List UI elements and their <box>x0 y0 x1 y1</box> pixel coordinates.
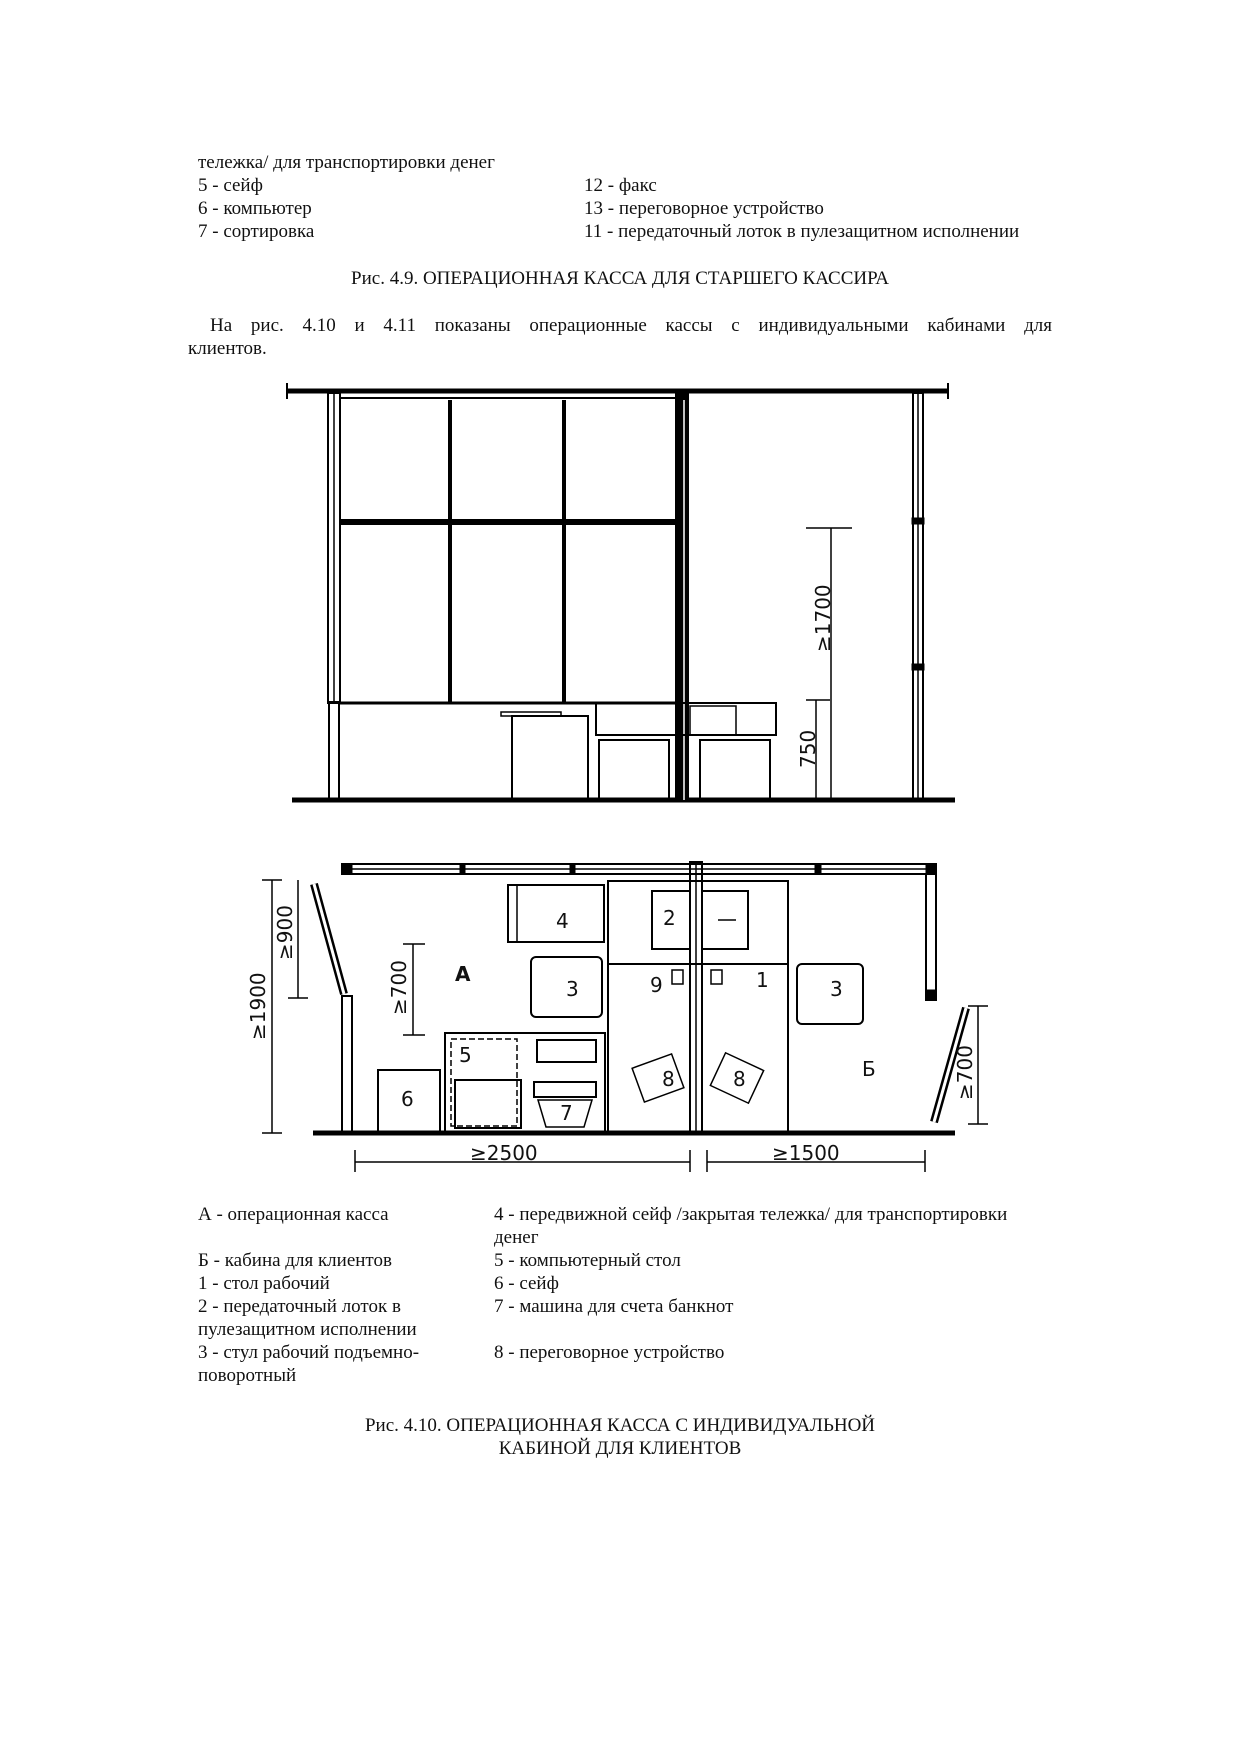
legend-item: пулезащитном исполнении <box>198 1319 417 1340</box>
legend-continuation: тележка/ для транспортировки денег <box>198 152 495 173</box>
legend-item: поворотный <box>198 1365 297 1386</box>
label-3: 3 <box>566 977 579 1001</box>
dim-750: 750 <box>796 729 820 768</box>
label-5: 5 <box>459 1043 472 1067</box>
dim-1500: ≥1500 <box>772 1141 840 1165</box>
legend-item: 2 - передаточный лоток в <box>198 1296 401 1317</box>
legend-item: 7 - машина для счета банкнот <box>494 1296 734 1317</box>
legend-item: 5 - компьютерный стол <box>494 1250 681 1271</box>
paragraph-line: клиентов. <box>188 338 267 359</box>
legend-item: 12 - факс <box>584 175 657 196</box>
label-1: 1 <box>756 968 769 992</box>
legend-item: 8 - переговорное устройство <box>494 1342 725 1363</box>
dim-1700: ≥1700 <box>811 584 835 652</box>
label-3: 3 <box>830 977 843 1001</box>
dim-2500: ≥2500 <box>470 1141 538 1165</box>
label-6: 6 <box>401 1087 414 1111</box>
legend-item: Б - кабина для клиентов <box>198 1250 392 1271</box>
legend-item: 4 - передвижной сейф /закрытая тележка/ для транспортировки <box>494 1204 1008 1225</box>
legend-item: 1 - стол рабочий <box>198 1273 330 1294</box>
label-A: А <box>455 962 471 986</box>
legend-item: 13 - переговорное устройство <box>584 198 824 219</box>
legend-item: 6 - сейф <box>494 1273 559 1294</box>
dim-900: ≥900 <box>273 905 297 960</box>
label-4: 4 <box>556 909 569 933</box>
dim-700: ≥700 <box>953 1045 977 1100</box>
legend-item: денег <box>494 1227 539 1248</box>
label-B: Б <box>862 1057 876 1081</box>
legend-item: 3 - стул рабочий подъемно- <box>198 1342 420 1363</box>
label-7: 7 <box>560 1101 573 1125</box>
paragraph-line: На рис. 4.10 и 4.11 показаны операционные кассы с индивидуальными кабинами для <box>210 315 1052 336</box>
label-8: 8 <box>733 1067 746 1091</box>
dim-700: ≥700 <box>387 960 411 1015</box>
legend-item: 11 - передаточный лоток в пулезащитном исполнении <box>584 221 1020 242</box>
figure-caption-4-10: Рис. 4.10. ОПЕРАЦИОННАЯ КАССА С ИНДИВИДУАЛЬНОЙ <box>364 1415 876 1436</box>
figure-caption-4-9: Рис. 4.9. ОПЕРАЦИОННАЯ КАССА ДЛЯ СТАРШЕГО КАССИРА <box>351 268 889 289</box>
label-8: 8 <box>662 1067 675 1091</box>
legend-item: А - операционная касса <box>198 1204 389 1225</box>
dim-1900: ≥1900 <box>246 972 270 1040</box>
figure-caption-4-10: КАБИНОЙ ДЛЯ КЛИЕНТОВ <box>498 1438 742 1459</box>
legend-item: 7 - сортировка <box>198 221 315 242</box>
legend-item: 5 - сейф <box>198 175 263 196</box>
label-9: 9 <box>650 973 663 997</box>
legend-item: 6 - компьютер <box>198 198 312 219</box>
label-2: 2 <box>663 906 676 930</box>
